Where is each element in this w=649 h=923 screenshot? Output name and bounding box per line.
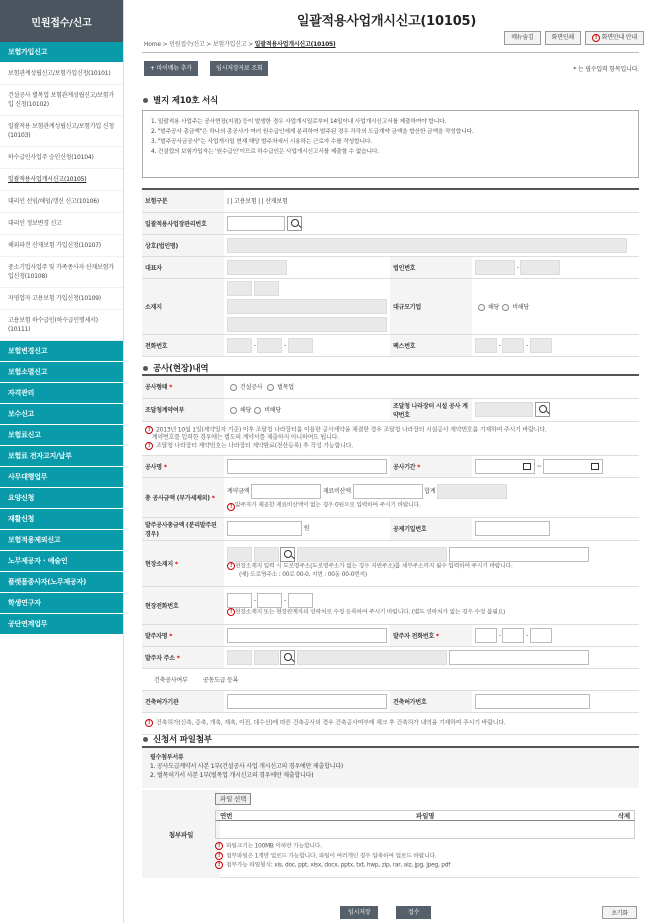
- warn-1b: 계약번호를 입력한 경우에는 별도의 계약서를 제출하지 아니하여도 됩니다.: [151, 434, 339, 441]
- ins-type-options[interactable]: | | 고용보험 | | 산재보험: [224, 190, 639, 212]
- corp-no-2[interactable]: [520, 260, 560, 275]
- print-button[interactable]: 화면인쇄: [545, 31, 581, 45]
- sidebar-section[interactable]: 노무제공자 · 예술인: [0, 551, 123, 572]
- guide-button[interactable]: [585, 31, 644, 45]
- big-no-radio[interactable]: [502, 304, 509, 311]
- contract-label: 조달청계약여부: [142, 398, 224, 421]
- temp-load-button[interactable]: 임시저장자료 조회: [210, 61, 268, 76]
- warn-icon: !: [227, 562, 235, 570]
- contract-amt-input[interactable]: [251, 484, 321, 499]
- basic-info-table: 보험구분 | | 고용보험 | | 산재보험 일괄적용사업장관리번호 상호(법인명) 대표자 법인번호 - 소재지 대규모기업 해당 비해당 전화번호 - - 팩스번호 - -: [142, 190, 639, 357]
- site-addr-text: 현장소재지: [145, 560, 173, 568]
- attach-note-2: 첨부파일은 1개만 업로드 가능합니다. 파일이 여러개인 경우 압축하여 업로드 바랍니다.: [226, 853, 437, 859]
- search-icon[interactable]: [280, 547, 295, 562]
- form-section-title: [143, 94, 218, 106]
- sidebar-item[interactable]: 대리인 선임/해임/갱신 신고(10106): [0, 191, 123, 213]
- order-total-label: 발주공사총금액 (분리발주된 경우): [142, 517, 224, 540]
- site-addr-detail[interactable]: [449, 547, 589, 562]
- breadcrumb: Home > 민원접수/신고 > 보험가입신고 > 일괄적용사업개시신고(10105): [144, 41, 336, 48]
- build-yn-label[interactable]: 건축공사여부: [154, 676, 188, 684]
- notice-3: 3. "발주공사금공사"는 사업개시일 현재 해당 발주처에서 시용하는 근로자 수를 작성합니다.: [151, 139, 372, 145]
- calendar-icon[interactable]: [591, 463, 599, 470]
- corp-no-1[interactable]: [475, 260, 515, 275]
- bullet-icon: [143, 737, 148, 742]
- work-table: 공사형태 * 건설공사 벌목업 조달청계약여부 해당 비해당 조달청 나라장터 시설 공사 계약번호 ! 2013년 10월 1일(계약일자 기준) 이후 조달청 나라장터를 이용한 공사계약을 체결한 경우 조달청 나라장터 시설공사 계약번호를 기재하여 주시기 바랍니다. 계약번호를 입력한 경우에는 별도의 계약서를 제출하지 아니하여도 됩니다. ! 조달청 나라장터 계약번호는 나라장터 계약완료(전산등록) 후 작성 가능합니다. 공사명 * 공사기간 * ~ 총 공사금액 (부가세제외) * 계약금액 재료비산액 합계 ! 발주자가 제공한 재료비산액이 없는 경우 0원으로 입력하여 주시기 바랍니다. 발주공사총금액 (분리발주된 경우) 원 공제기일번호 현장소재지 * ! 현장소재지 입력 시 도로명주소(도로명주소가 없는 경우 지번주소)를 세부주소까지 필수 입력하여 주시기 바랍니다. (예) 도로명주소 : 00로 00-0, 지번 : 00동 00-0번지) 현장전화번호 - - ! 현장소재지 또는 현장관계자의 연락처로 수정 등록하여 주시기 바랍니다. (별도 연락처가 없는 경우 수정 불필요) 발주자명 * 발주자 전화번호 * - - 발주자 주소 * 건축공사여부 공동도급 등록 건축허가기관 건축허가번호 ! 건축허가(신축, 증축, 개축, 재축, 이전, 대수선)에 따른 건축공사의 경우 건축공사여부에 체크 후 건축허가 내역을 기재하여 주시기 바랍니다.: [142, 376, 639, 735]
- period-label: 공사기간 *: [390, 455, 472, 477]
- warn-5: 현장소재지 또는 현장관계자의 연락처로 수정 등록하여 주시기 바랍니다. (별도 연락처가 없는 경우 수정 불필요): [235, 609, 506, 616]
- total-text: 총 공사금액 (부가세제외): [145, 494, 210, 502]
- sidebar: [0, 0, 124, 923]
- kind-opt-2: 벌목업: [277, 384, 294, 392]
- warn-icon: !: [145, 426, 153, 434]
- warn-4: 현장소재지 입력 시 도로명주소(도로명주소가 없는 경우 지번주소)를 세부주소까지 필수 입력하여 주시기 바랍니다.: [235, 563, 513, 570]
- site-input[interactable]: [227, 459, 387, 474]
- required-note: * 는 필수입력 항목입니다.: [573, 66, 639, 73]
- warn-1: 2013년 10월 1일(계약일자 기준) 이후 조달청 나라장터를 이용한 공사계약을 체결한 경우 조달청 나라장터 시설공사 계약번호를 기재하여 주시기 바랍니다.: [156, 426, 547, 433]
- sidebar-item[interactable]: 하수급인사업주 승인신청(10104): [0, 147, 123, 169]
- warn-icon: !: [215, 842, 223, 850]
- fax-1[interactable]: [475, 338, 497, 353]
- orderer-addr-text: 발주자 주소: [145, 654, 175, 662]
- col-no: 연번: [220, 812, 233, 820]
- sidebar-item[interactable]: 보험관계성립신고/보험가입신청(10101): [0, 63, 123, 85]
- kind-label: 공사형태 *: [142, 376, 224, 398]
- sidebar-section[interactable]: 공단연계업무: [0, 614, 123, 635]
- sidebar-section[interactable]: 보험적용제외신고: [0, 530, 123, 551]
- period-end[interactable]: [543, 459, 603, 474]
- permit-org-input[interactable]: [227, 694, 387, 709]
- site-tel-1[interactable]: [227, 593, 252, 608]
- crumb-1[interactable]: 민원접수/신고: [169, 41, 205, 48]
- contract-amt-label: 계약금액: [227, 487, 250, 495]
- sidebar-item[interactable]: 중소기업사업주 및 가족종사자 산재보험가입신청(10108): [0, 257, 123, 288]
- site-addr-label: 현장소재지 *: [142, 540, 224, 586]
- site-text: 공사명: [145, 463, 162, 471]
- common-label[interactable]: 공동도급 등록: [202, 676, 239, 684]
- sidebar-section[interactable]: 보험변경신고: [0, 341, 123, 362]
- big-label: 대규모기업: [390, 278, 472, 334]
- sidebar-item[interactable]: 건설공사 별목업 보험관계성립신고/보험가입 신청(10102): [0, 85, 123, 116]
- site-zip[interactable]: [227, 547, 252, 562]
- attach-notes: [215, 842, 450, 871]
- sum-input: [437, 484, 507, 499]
- sidebar-section[interactable]: 사무대행업무: [0, 467, 123, 488]
- crumb-current: 일괄적용사업개시신고(10105): [254, 41, 336, 48]
- sidebar-section[interactable]: 보험료 전자고지/납부: [0, 446, 123, 467]
- col-name: 파일명: [416, 812, 435, 820]
- period-text: 공사기간: [393, 463, 416, 471]
- big-no-label: 비해당: [512, 303, 529, 311]
- warn-icon: !: [145, 719, 153, 727]
- notice-1: 1. 일괄적용 사업주는 공사현장(지점) 등이 발생한 경우 사업개시일로부터 14일이내 사업개시신고서를 제출하여야 합니다.: [151, 119, 447, 125]
- site-tel-2[interactable]: [257, 593, 282, 608]
- sidebar-section[interactable]: 자격관리: [0, 383, 123, 404]
- orderer-input[interactable]: [227, 628, 387, 643]
- tel-2[interactable]: [257, 338, 282, 353]
- sidebar-section[interactable]: 보험소멸신고: [0, 362, 123, 383]
- orderer-tel-2[interactable]: [502, 628, 524, 643]
- site-tel-label: 현장전화번호: [142, 586, 224, 624]
- site-label: 공사명 *: [142, 455, 224, 477]
- dur-input[interactable]: [475, 521, 550, 536]
- total-label: 총 공사금액 (부가세제외) *: [142, 477, 224, 517]
- warn-3: 발주자가 제공한 재료비산액이 없는 경우 0원으로 입력하여 주시기 바랍니다.: [235, 502, 421, 508]
- search-icon[interactable]: [535, 402, 550, 417]
- orderer-addr-input[interactable]: [297, 650, 447, 665]
- order-total-input[interactable]: [227, 521, 302, 536]
- my-menu-button[interactable]: + 마이메뉴 추가: [144, 61, 198, 76]
- orderer-tel-1[interactable]: [475, 628, 497, 643]
- sidebar-menu: [0, 42, 123, 635]
- contract-yes-label: 해당: [240, 407, 252, 414]
- site-addr-input[interactable]: [297, 547, 447, 562]
- warn-icon: !: [227, 503, 235, 511]
- attach-req-title: 필수첨부서류: [150, 754, 184, 761]
- attach-req-1: 1. 공사도급계약서 사본 1부(건설공사 사업 개시신고의 경우에만 제출합니다): [150, 763, 344, 770]
- material-input[interactable]: [353, 484, 423, 499]
- warn-icon: !: [145, 442, 153, 450]
- kind-opt-1: 건설공사: [240, 384, 263, 392]
- sidebar-item[interactable]: 대리인 정보변경 신고: [0, 213, 123, 235]
- warn-6: 건축허가(신축, 증축, 개축, 재축, 이전, 대수선)에 따른 건축공사의 경우 건축공사여부에 체크 후 건축허가 내역을 기재하여 주시기 바랍니다.: [156, 719, 506, 727]
- sum-label: 합계: [424, 487, 436, 495]
- sidebar-section[interactable]: 보수신고: [0, 404, 123, 425]
- attach-section-title: [143, 733, 212, 745]
- naramarket-input[interactable]: [475, 402, 533, 417]
- addr-input[interactable]: [227, 299, 387, 314]
- page-title: 일괄적용사업개시신고(10105): [296, 14, 477, 29]
- period-start[interactable]: [475, 459, 535, 474]
- attach-label: 첨부파일: [142, 790, 220, 878]
- sidebar-section[interactable]: 보험료신고: [0, 425, 123, 446]
- permit-no-input[interactable]: [475, 694, 590, 709]
- orderer-tel-text: 발주자 전화번호: [393, 632, 435, 640]
- corp-no-label: 법인번호: [390, 256, 472, 278]
- permit-org-label: 건축허가기관: [142, 690, 224, 712]
- file-select-button[interactable]: 파일 선택: [215, 793, 251, 805]
- name-label: 상호(법인명): [142, 234, 224, 256]
- crumb-home[interactable]: Home: [144, 41, 161, 48]
- kind-radio-1[interactable]: [230, 384, 237, 391]
- attach-req-2: 2. 벌목허가서 사본 1부(벌목업 개시신고의 경우에만 제출합니다): [150, 772, 314, 779]
- orderer-text: 발주자명: [145, 632, 168, 640]
- mgmt-no-label: 일괄적용사업장관리번호: [142, 212, 224, 234]
- tel-label: 전화번호: [142, 334, 224, 356]
- warn-icon: !: [215, 852, 223, 860]
- attach-note-1: 파일크기는 100MB 이하만 가능합니다.: [226, 843, 322, 850]
- orderer-label: 발주자명 *: [142, 624, 224, 646]
- material-label: 재료비산액: [322, 487, 351, 495]
- orderer-tel-3[interactable]: [530, 628, 552, 643]
- attach-section-label: 신청서 파일첨부: [153, 735, 212, 745]
- sidebar-item[interactable]: 일괄적용사업개시신고(10105): [0, 169, 123, 191]
- warn-icon: !: [215, 861, 223, 869]
- file-table-body[interactable]: [215, 821, 635, 839]
- search-icon[interactable]: [287, 216, 302, 231]
- tel-1[interactable]: [227, 338, 252, 353]
- submit-button[interactable]: 접수: [396, 906, 431, 919]
- dur-label: 공제기일번호: [390, 517, 472, 540]
- sidebar-item[interactable]: 일괄적용 보험관계성립신고/보험가입 신청(10103): [0, 116, 123, 147]
- bullet-icon: [143, 98, 148, 103]
- zip-input-2[interactable]: [254, 281, 279, 296]
- orderer-zip-2[interactable]: [254, 650, 279, 665]
- top-buttons: [504, 31, 644, 45]
- sidebar-section[interactable]: 플랫폼종사자(노무제공자): [0, 572, 123, 593]
- col-del: 삭제: [617, 812, 630, 820]
- main-content: [124, 0, 649, 923]
- sidebar-item[interactable]: 해외파견 산재보험 가입신청(10107): [0, 235, 123, 257]
- big-yes-label: 해당: [488, 303, 500, 311]
- ceo-label: 대표자: [142, 256, 224, 278]
- fax-3[interactable]: [530, 338, 552, 353]
- site-zip-2[interactable]: [254, 547, 279, 562]
- hide-menu-button[interactable]: 메뉴숨김: [504, 31, 540, 45]
- work-section-label: 공사(현장)내역: [153, 364, 209, 374]
- kind-radio-2[interactable]: [267, 384, 274, 391]
- sidebar-item[interactable]: 자영업자 고용보험 가입신청(10109): [0, 288, 123, 310]
- name-input[interactable]: [227, 238, 627, 253]
- sidebar-title: 민원접수/신고: [0, 0, 123, 42]
- permit-no-label: 건축허가번호: [390, 690, 472, 712]
- fax-2[interactable]: [502, 338, 524, 353]
- big-yes-radio[interactable]: [478, 304, 485, 311]
- sidebar-section[interactable]: 학생연구자: [0, 593, 123, 614]
- crumb-2[interactable]: 보험가입신고: [212, 41, 247, 48]
- search-icon[interactable]: [280, 650, 295, 665]
- contract-yes-radio[interactable]: [230, 407, 237, 414]
- notice-2: 2. "발주공사 총금액"은 하나의 총공사가 여러 원수급인에게 분리하여 발주된 경우 각각의 도급계약 금액을 합산한 금액을 작성합니다.: [151, 129, 474, 135]
- orderer-addr-detail[interactable]: [449, 650, 589, 665]
- sidebar-section[interactable]: 보험가입신고: [0, 42, 123, 63]
- file-table-header: [215, 810, 635, 821]
- sidebar-section[interactable]: 요양신청: [0, 488, 123, 509]
- warn-icon: !: [227, 608, 235, 616]
- tel-3[interactable]: [288, 338, 313, 353]
- guide-label: 화면안내 안내: [601, 34, 637, 41]
- warn-2: 조달청 나라장터 계약번호는 나라장터 계약완료(전산등록) 후 작성 가능합니다.: [156, 442, 354, 450]
- attach-required: [142, 746, 639, 788]
- calendar-icon[interactable]: [523, 463, 531, 470]
- notice-box: [142, 110, 639, 178]
- bullet-icon: [143, 366, 148, 371]
- attach-table: [142, 790, 639, 878]
- addr-label: 소재지: [142, 278, 224, 334]
- orderer-tel-label: 발주자 전화번호 *: [390, 624, 472, 646]
- mgmt-no-input[interactable]: [227, 216, 285, 231]
- notice-4: 4. 건설업의 보험가입자는 '원수급인'이므로 하수급인은 사업개시신고서를 제출할 수 없습니다.: [151, 149, 379, 155]
- won-unit: 원: [303, 525, 310, 532]
- naramarket-label: 조달청 나라장터 시설 공사 계약번호: [390, 398, 472, 421]
- sidebar-item[interactable]: 고용보험 하수급인(하수급인명세서)(10111): [0, 310, 123, 341]
- temp-save-button[interactable]: 임시저장: [340, 906, 378, 919]
- info-icon: !: [592, 34, 600, 42]
- orderer-zip[interactable]: [227, 650, 252, 665]
- ceo-input[interactable]: [227, 260, 287, 275]
- orderer-addr-label: 발주자 주소 *: [142, 646, 224, 668]
- contract-no-radio[interactable]: [254, 407, 261, 414]
- ins-type-label: 보험구분: [142, 190, 224, 212]
- fax-label: 팩스번호: [390, 334, 472, 356]
- addr-detail-input[interactable]: [227, 317, 387, 332]
- zip-input[interactable]: [227, 281, 252, 296]
- kind-text: 공사형태: [145, 384, 168, 392]
- work-section-title: [143, 362, 208, 374]
- sidebar-section[interactable]: 재활신청: [0, 509, 123, 530]
- attach-note-3: 첨부가능 파일형식: xls, doc, ppt, xlsx, docx, pptx, txt, hwp, zip, rar, alz, jpg, jpeg, pdf: [226, 862, 451, 869]
- divider: [142, 52, 639, 53]
- reset-button[interactable]: 초기화: [602, 906, 637, 919]
- form-section-label: 별지 제10호 서식: [153, 96, 219, 106]
- site-tel-3[interactable]: [288, 593, 313, 608]
- contract-no-label: 비해당: [264, 407, 281, 414]
- warn-4b: (예) 도로명주소 : 00로 00-0, 지번 : 00동 00-0번지): [239, 571, 367, 578]
